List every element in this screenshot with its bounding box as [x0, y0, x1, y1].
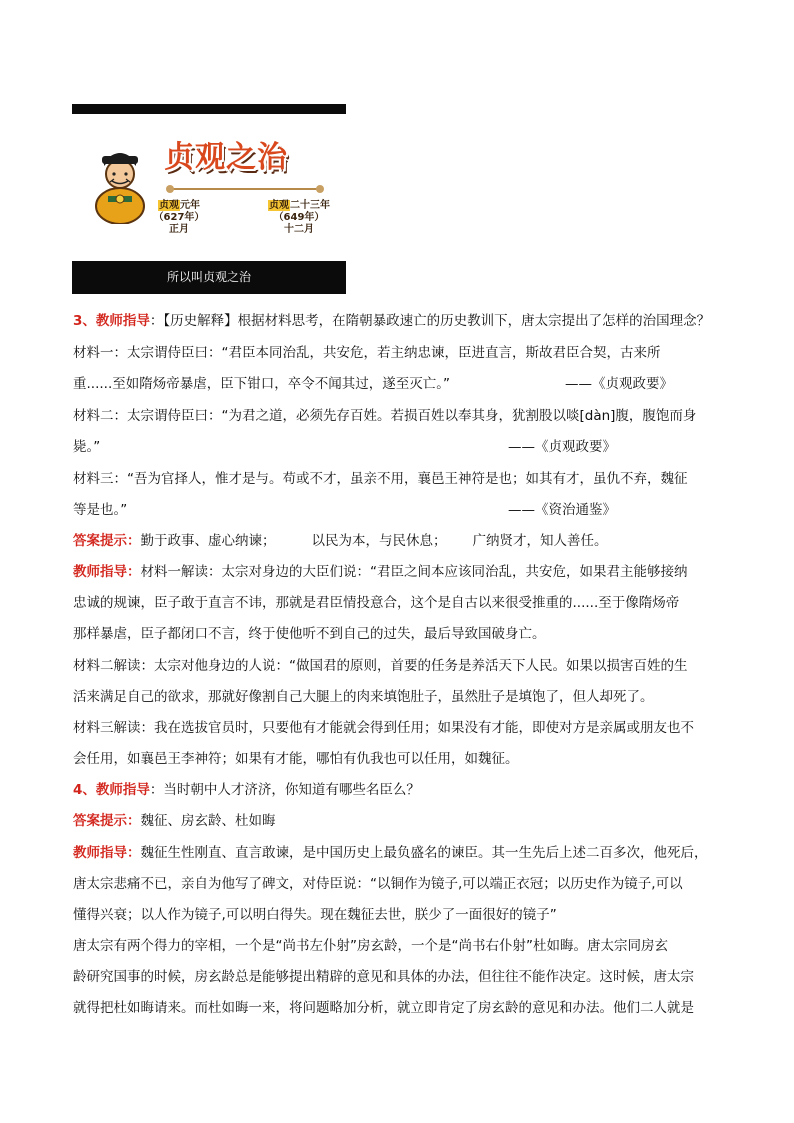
- figure-title: 贞观之治: [164, 140, 288, 175]
- start-era-name: 贞观: [159, 200, 179, 211]
- guidance-3-line-5: 活来满足自己的欲求，那就好像割自己大腿上的肉来填饱肚子，虽然肚子是填饱了，但人却死了。: [73, 689, 654, 705]
- end-month: 十二月: [284, 224, 314, 235]
- guidance-3-label: 教师指导：: [73, 564, 141, 580]
- answer-3: [73, 531, 608, 551]
- guidance-3-line-4: 材料二解读：太宗对他身边的人说：“做国君的原则，首要的任务是养活天下人民。如果以损害百姓的生: [73, 658, 688, 674]
- material-1-line-2: 重......至如隋炀帝暴虐，臣下钳口，卒令不闻其过，遂至灭亡。”: [73, 376, 450, 392]
- timeline-dot-left: [166, 185, 174, 193]
- guidance-3-line-6: 材料三解读：我在选拔官员时，只要他有才能就会得到任用；如果没有才能，即使对方是亲属或朋友也不: [73, 720, 694, 736]
- end-year: （649年）: [273, 212, 325, 223]
- guidance-4-label: 教师指导：: [73, 845, 141, 861]
- question-3-text: ：【历史解释】根据材料思考，在隋朝暴政速亡的历史教训下，唐太宗提出了怎样的治国理念？: [149, 313, 711, 329]
- timeline-end-date: [260, 200, 338, 236]
- answer-4-text: 魏征、房玄龄、杜如晦: [140, 813, 276, 829]
- answer-3-item-1: 勤于政事、虚心纳谏；: [140, 533, 276, 549]
- start-month: 正月: [169, 224, 189, 235]
- answer-3-item-3: 广纳贤才，知人善任。: [472, 533, 608, 549]
- end-era-name: 贞观: [269, 200, 289, 211]
- question-3-label: 3、教师指导: [73, 313, 150, 329]
- guidance-4-line-5: 龄研究国事的时候，房玄龄总是能够提出精辟的意见和具体的办法，但往往不能作决定。这时候，唐太宗: [73, 969, 694, 985]
- emperor-illustration: [88, 144, 152, 224]
- timeline-start-date: [148, 200, 210, 236]
- end-era-year: 二十三年: [290, 200, 330, 211]
- timeline-dot-right: [316, 185, 324, 193]
- answer-3-item-2: 以民为本，与民休息；: [311, 533, 447, 549]
- guidance-4-line-3: 懂得兴衰；以人作为镜子,可以明白得失。现在魏征去世，朕少了一面很好的镜子”: [73, 907, 557, 923]
- guidance-3-text-1: 材料一解读：太宗对身边的大臣们说：“君臣之间本应该同治乱，共安危，如果君主能够接纳: [140, 564, 688, 580]
- material-2-source: ——《贞观政要》: [508, 439, 616, 455]
- answer-4-label: 答案提示：: [73, 813, 141, 829]
- material-1-source: ——《贞观政要》: [565, 376, 673, 392]
- material-3-source: ——《资治通鉴》: [508, 502, 616, 518]
- material-1-line-1: 材料一：太宗谓侍臣曰：“君臣本同治乱，共安危，若主纳忠谏，臣进直言，斯故君臣合契，古来所: [73, 345, 661, 361]
- guidance-3-line-3: 那样暴虐，臣子都闭口不言，终于使他听不到自己的过失，最后导致国破身亡。: [73, 626, 546, 642]
- material-3-line-2: 等是也。”: [73, 502, 128, 518]
- guidance-4-line-4: 唐太宗有两个得力的宰相，一个是“尚书左仆射”房玄龄，一个是“尚书右仆射”杜如晦。唐太宗同房玄: [73, 938, 668, 954]
- guidance-3-line-7: 会任用，如襄邑王李神符；如果有才能，哪怕有仇我也可以任用，如魏征。: [73, 751, 519, 767]
- start-year: （627年）: [153, 212, 205, 223]
- answer-4: [73, 811, 276, 831]
- guidance-4-line-1: [73, 843, 708, 863]
- figure-caption: 所以叫贞观之治: [72, 261, 346, 294]
- zhenguan-figure: [72, 104, 346, 294]
- timeline-line: [170, 188, 320, 190]
- question-4: [73, 780, 420, 800]
- guidance-4-text-1: 魏征生性刚直、直言敢谏，是中国历史上最负盛名的谏臣。其一生先后上述二百多次，他死后，: [140, 845, 708, 861]
- answer-3-label: 答案提示：: [73, 533, 141, 549]
- figure-top-bar: [72, 104, 346, 114]
- question-3: [73, 311, 710, 331]
- start-era-year: 元年: [180, 200, 200, 211]
- guidance-3-line-1: [73, 562, 688, 582]
- guidance-3-line-2: 忠诚的规谏，臣子敢于直言不讳，那就是君臣情投意合，这个是自古以来很受推重的......至于像隋炀帝: [73, 595, 680, 611]
- material-2-line-1: 材料二：太宗谓侍臣曰：“为君之道，必须先存百姓。若损百姓以奉其身，犹割股以啖[dàn]腹，腹饱而身: [73, 408, 697, 424]
- question-4-label: 4、教师指导: [73, 782, 150, 798]
- guidance-4-line-2: 唐太宗悲痛不已，亲自为他写了碑文，对侍臣说：“以铜作为镜子,可以端正衣冠；以历史作为镜子,可以: [73, 876, 683, 892]
- question-4-text: ：当时朝中人才济济，你知道有哪些名臣么？: [149, 782, 420, 798]
- material-2-line-2: 毙。”: [73, 439, 101, 455]
- material-3-line-1: 材料三：“吾为官择人，惟才是与。苟或不才，虽亲不用，襄邑王神符是也；如其有才，虽仇不弃，魏征: [73, 471, 688, 487]
- guidance-4-line-6: 就得把杜如晦请来。而杜如晦一来，将问题略加分析，就立即肯定了房玄龄的意见和办法。他们二人就是: [73, 1000, 694, 1016]
